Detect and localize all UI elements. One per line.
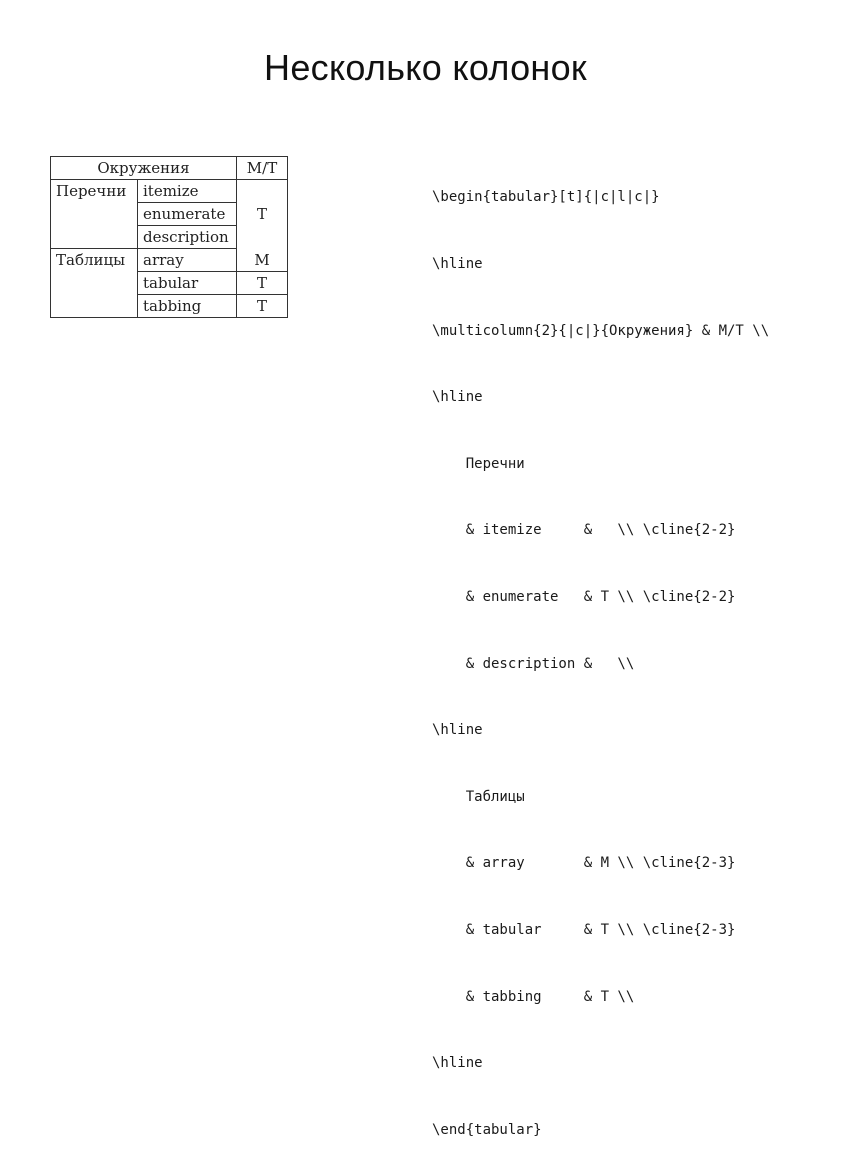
code-line: \begin{tabular}[t]{|c|l|c|}	[432, 189, 660, 206]
code-line: & description & \\	[432, 655, 635, 672]
code-line: \hline	[432, 256, 483, 272]
mark-cell: T	[237, 180, 288, 249]
code-line: & array & M \\ \cline{2-3}	[432, 855, 736, 872]
item-cell: array	[138, 249, 237, 272]
table-row	[51, 272, 288, 295]
mark-cell: M	[237, 249, 288, 272]
code-line: \hline	[432, 389, 483, 406]
table-row	[51, 180, 288, 203]
item-cell: tabular	[138, 272, 237, 295]
rendered-table	[50, 156, 288, 318]
table-row	[51, 295, 288, 318]
code-line: \end{tabular}	[432, 1121, 542, 1138]
empty-category-cell	[51, 272, 138, 295]
code-line: & itemize & \\ \cline{2-2}	[432, 522, 736, 539]
code-line: & tabbing & T \\	[432, 988, 635, 1005]
mark-cell: T	[237, 272, 288, 295]
item-cell: enumerate	[138, 203, 237, 226]
empty-category-cell	[51, 226, 138, 249]
empty-category-cell	[51, 203, 138, 226]
code-line: \hline	[432, 722, 483, 739]
header-mark-cell: M/T	[237, 157, 288, 180]
code-line: \hline	[432, 1055, 483, 1072]
table-row	[51, 249, 288, 272]
item-cell: tabbing	[138, 295, 237, 318]
category-cell: Перечни	[51, 180, 138, 203]
empty-category-cell	[51, 295, 138, 318]
mark-cell: T	[237, 295, 288, 318]
latex-source-code	[432, 142, 769, 1163]
table-header-row	[51, 157, 288, 180]
slide-title: Несколько колонок	[264, 47, 587, 88]
header-merged-cell: Окружения	[51, 157, 237, 180]
category-cell: Таблицы	[51, 249, 138, 272]
item-cell: description	[138, 226, 237, 249]
item-cell: itemize	[138, 180, 237, 203]
code-line: Перечни	[432, 455, 525, 472]
code-line: \multicolumn{2}{|c|}{Окружения} & M/T \\	[432, 322, 770, 339]
code-line: & tabular & T \\ \cline{2-3}	[432, 921, 736, 938]
code-line: Таблицы	[432, 788, 525, 805]
code-line: & enumerate & T \\ \cline{2-2}	[432, 588, 736, 605]
